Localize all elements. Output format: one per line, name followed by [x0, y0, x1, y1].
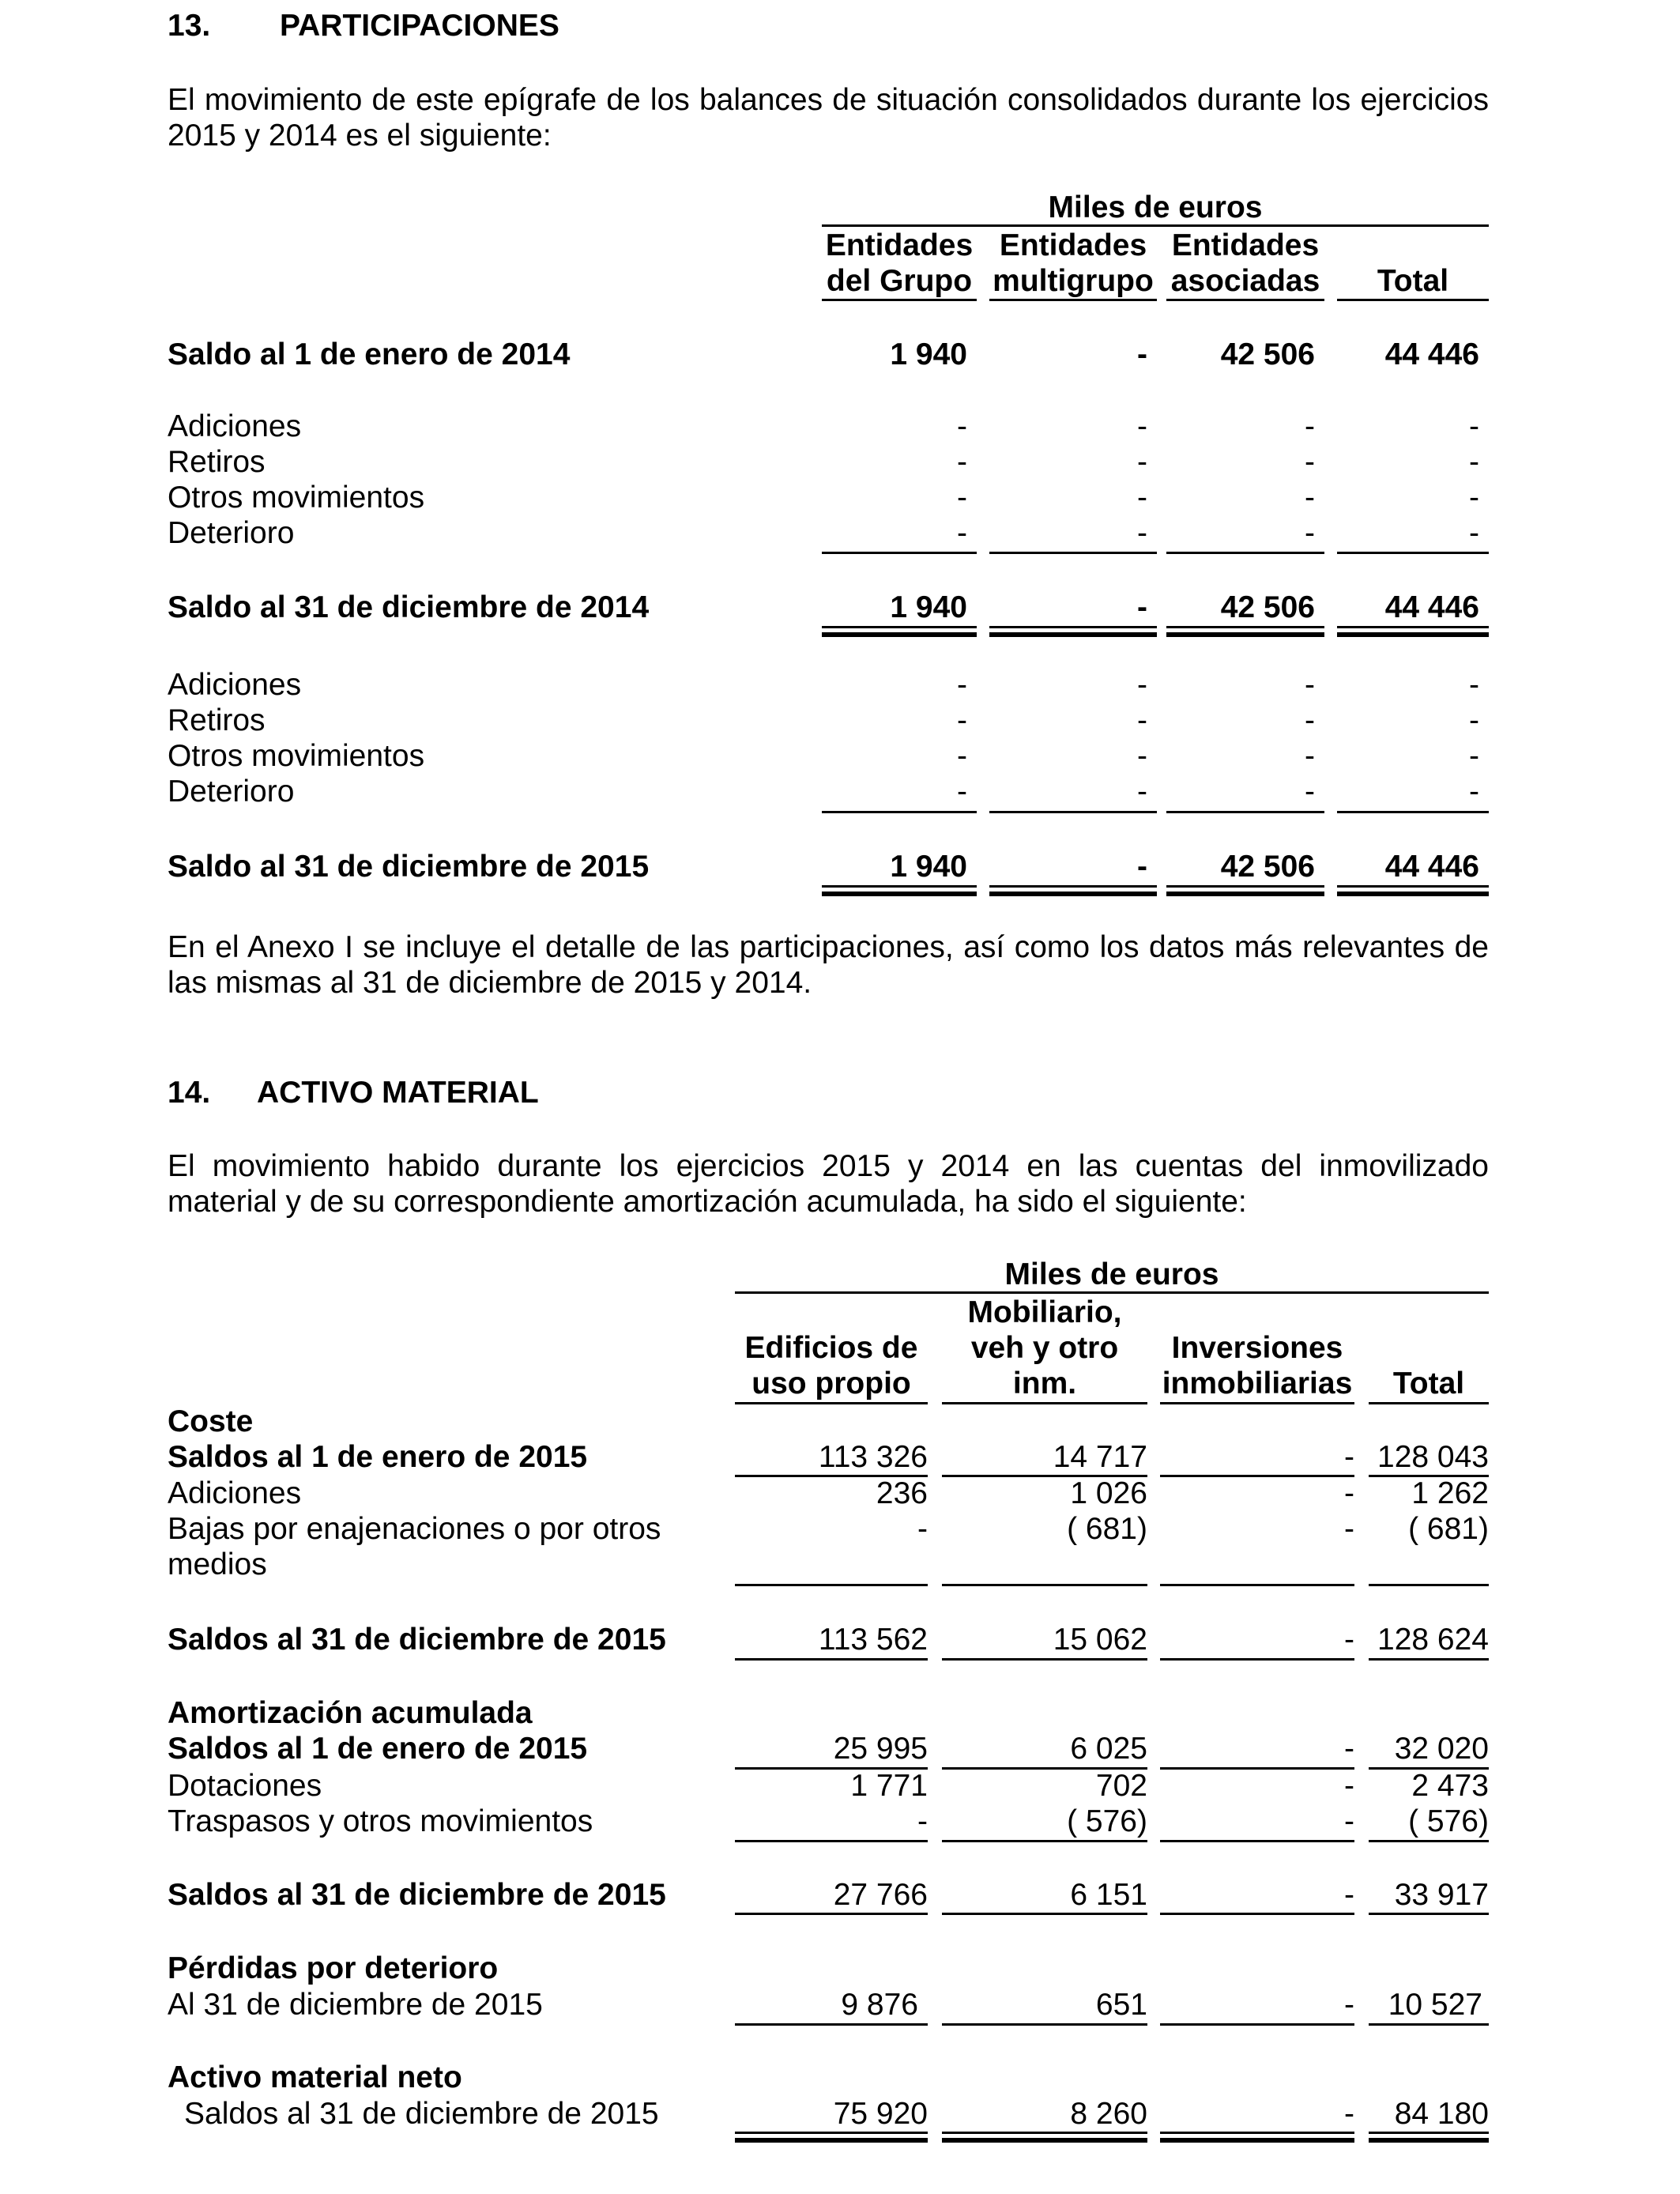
s14-cell: -	[917, 1804, 928, 1838]
s13-col-multigrupo	[989, 228, 1157, 299]
s13-total-double-rule	[1166, 892, 1324, 896]
section-14-number: 14.	[168, 1076, 211, 1110]
s13-cell: 44 446	[1384, 850, 1479, 884]
s13-cell: -	[1305, 481, 1315, 515]
s13-cell: -	[1305, 445, 1315, 479]
s13-row-label: Saldo al 31 de diciembre de 2015	[168, 850, 650, 884]
s13-cell: 42 506	[1220, 850, 1315, 884]
s13-cell: -	[1305, 775, 1315, 809]
s14-total-double-rule	[942, 2138, 1147, 2143]
section-14-title: ACTIVO MATERIAL	[257, 1076, 539, 1110]
s13-cell: -	[1137, 739, 1147, 773]
s14-row-label: Saldos al 1 de enero de 2015	[168, 1732, 588, 1766]
s14-cell: 128 624	[1377, 1623, 1489, 1657]
s14-header-rule	[735, 1402, 928, 1404]
s14-row-label: Traspasos y otros movimientos	[168, 1804, 593, 1838]
s13-col-grupo	[822, 228, 977, 299]
s14-cell: 15 062	[1053, 1623, 1147, 1657]
s13-subtotal-rule	[989, 552, 1157, 554]
s14-col-edificios-line1: Edificios de	[744, 1331, 918, 1365]
section-14-intro: El movimiento habido durante los ejercicios 2015 y 2014 en las cuentas del inmovilizado material y de su correspondiente amortización acumulada, ha sido el siguiente:	[168, 1149, 1489, 1219]
s13-row-label: Adiciones	[168, 409, 302, 443]
s13-unit-rule	[822, 224, 1489, 227]
s14-unit-rule	[735, 1291, 1489, 1294]
s14-cell: 702	[1095, 1769, 1147, 1803]
s14-cell: 113 326	[818, 1440, 928, 1474]
s14-rule	[1160, 1658, 1354, 1661]
s13-col-grupo-line2: del Grupo	[826, 264, 973, 298]
s14-cell: 1 262	[1411, 1476, 1489, 1510]
s14-row-label: Bajas por enajenaciones o por otros	[168, 1512, 661, 1546]
s14-col-inversiones-line1: Inversiones	[1171, 1331, 1343, 1365]
s13-cell: -	[957, 775, 967, 809]
s14-cell: -	[1344, 1769, 1354, 1803]
s14-row-label: Saldos al 1 de enero de 2015	[168, 1440, 588, 1474]
s14-cell: 32 020	[1394, 1732, 1489, 1766]
s13-row-label: Saldo al 31 de diciembre de 2014	[168, 590, 650, 624]
s13-cell: -	[1137, 409, 1147, 443]
s14-rule	[735, 1840, 928, 1842]
s14-rule	[735, 1913, 928, 1915]
s14-cell: ( 681)	[1408, 1512, 1489, 1546]
s13-total-top-rule	[1337, 626, 1489, 628]
s14-rule	[1160, 1584, 1354, 1586]
section-13-number: 13.	[168, 9, 211, 43]
s14-cell: -	[1344, 1732, 1354, 1766]
s13-cell: -	[1305, 516, 1315, 550]
s13-cell: 42 506	[1220, 590, 1315, 624]
s13-cell: -	[1137, 481, 1147, 515]
s13-cell: 1 940	[890, 590, 967, 624]
s13-total-double-rule	[989, 632, 1157, 637]
s14-col-total: Total	[1392, 1367, 1465, 1400]
s13-total-double-rule	[1337, 892, 1489, 896]
s14-cell: 8 260	[1070, 2097, 1147, 2131]
s13-cell: 44 446	[1384, 337, 1479, 371]
section-13-note: En el Anexo I se incluye el detalle de las participaciones, así como los datos más relevantes de las mismas al 31 de diciembre de 2015 y 2014.	[168, 930, 1489, 1000]
s14-col-edificios-line2: uso propio	[751, 1367, 911, 1400]
s13-cell: -	[1137, 850, 1147, 884]
s14-row-label: Saldos al 31 de diciembre de 2015	[168, 1878, 666, 1912]
s13-cell: -	[957, 481, 967, 515]
s13-total-double-rule	[1337, 632, 1489, 637]
s14-rule	[1369, 1840, 1489, 1842]
s14-cell: -	[1344, 1623, 1354, 1657]
s13-cell: -	[957, 516, 967, 550]
s14-row-label: Dotaciones	[168, 1769, 322, 1803]
s14-cell: 27 766	[833, 1878, 928, 1912]
s13-cell: -	[1469, 516, 1479, 550]
s14-col-mobiliario-line3: inm.	[1012, 1367, 1077, 1400]
s14-cell: 14 717	[1053, 1440, 1147, 1474]
s13-subtotal-rule	[1166, 552, 1324, 554]
s14-col-mobiliario	[942, 1295, 1147, 1401]
s14-cell: 10 527	[1388, 1988, 1482, 2022]
s14-rule	[1369, 2023, 1489, 2026]
s14-cell: -	[917, 1512, 928, 1546]
s14-header-rule	[1160, 1402, 1354, 1404]
s13-col-multigrupo-line2: multigrupo	[993, 264, 1154, 298]
s14-group-label-coste: Coste	[168, 1404, 254, 1438]
s14-col-mobiliario-line1: Mobiliario,	[967, 1295, 1122, 1329]
s13-total-top-rule	[989, 626, 1157, 628]
s13-cell: -	[957, 668, 967, 702]
s13-subtotal-rule	[1337, 811, 1489, 813]
s14-rule	[1160, 1840, 1354, 1842]
s14-total-top-rule	[1160, 2132, 1354, 2134]
s13-cell: -	[1137, 590, 1147, 624]
s14-cell: 1 026	[1070, 1476, 1147, 1510]
s14-cell: 84 180	[1394, 2097, 1489, 2131]
s13-header-rule-2	[989, 299, 1157, 301]
s13-cell: -	[1305, 668, 1315, 702]
s13-cell: -	[957, 703, 967, 737]
s14-rule	[735, 2023, 928, 2026]
s13-cell: -	[1469, 409, 1479, 443]
s13-col-asociadas-line1: Entidades	[1171, 228, 1320, 262]
s13-subtotal-rule	[822, 552, 977, 554]
s13-total-top-rule	[822, 626, 977, 628]
s14-row-label: Saldos al 31 de diciembre de 2015	[184, 2097, 659, 2131]
s13-cell: -	[1137, 516, 1147, 550]
s13-cell: -	[1469, 739, 1479, 773]
s13-total-top-rule	[989, 885, 1157, 888]
s14-cell: -	[1344, 1512, 1354, 1546]
s13-col-total: Total	[1377, 264, 1449, 298]
s14-cell: -	[1344, 1476, 1354, 1510]
s14-group-label-deterioro: Pérdidas por deterioro	[168, 1951, 499, 1985]
s14-total-double-rule	[1160, 2138, 1354, 2143]
s14-row-label-continued: medios	[168, 1547, 267, 1581]
s14-total-double-rule	[735, 2138, 928, 2143]
s13-cell: -	[1305, 739, 1315, 773]
s14-cell: 33 917	[1394, 1878, 1489, 1912]
s14-cell: 113 562	[818, 1623, 928, 1657]
s14-group-label-neto: Activo material neto	[168, 2060, 462, 2094]
s14-rule	[1160, 1913, 1354, 1915]
s13-total-top-rule	[1166, 885, 1324, 888]
s13-cell: -	[1469, 445, 1479, 479]
s14-row-label: Saldos al 31 de diciembre de 2015	[168, 1623, 666, 1657]
s14-cell: 25 995	[833, 1732, 928, 1766]
s13-cell: -	[1469, 668, 1479, 702]
s13-subtotal-rule	[989, 811, 1157, 813]
s13-cell: -	[1137, 337, 1147, 371]
s13-cell: -	[1469, 481, 1479, 515]
s14-cell: 128 043	[1377, 1440, 1489, 1474]
s13-subtotal-rule	[822, 811, 977, 813]
s14-cell: 6 151	[1070, 1878, 1147, 1912]
s13-row-label: Retiros	[168, 445, 266, 479]
s13-cell: -	[957, 739, 967, 773]
s13-subtotal-rule	[1337, 552, 1489, 554]
s14-rule	[1160, 2023, 1354, 2026]
s13-total-double-rule	[989, 892, 1157, 896]
s13-cell: 42 506	[1220, 337, 1315, 371]
s14-cell: 9 876	[841, 1988, 918, 2022]
s13-cell: -	[1305, 703, 1315, 737]
s14-cell: 75 920	[833, 2097, 928, 2131]
s13-total-double-rule	[822, 632, 977, 637]
s13-cell: -	[1137, 445, 1147, 479]
s13-cell: -	[1469, 775, 1479, 809]
s13-col-asociadas	[1166, 228, 1324, 299]
s13-row-label: Deterioro	[168, 516, 295, 550]
s13-unit-header: Miles de euros	[1048, 190, 1263, 224]
s14-total-top-rule	[1369, 2132, 1489, 2134]
s14-rule	[1369, 1584, 1489, 1586]
s13-total-top-rule	[822, 885, 977, 888]
s14-row-label: Al 31 de diciembre de 2015	[168, 1988, 543, 2022]
s14-total-top-rule	[942, 2132, 1147, 2134]
s14-col-inversiones	[1160, 1330, 1354, 1401]
section-13-intro: El movimiento de este epígrafe de los balances de situación consolidados durante los ejercicios 2015 y 2014 es el siguiente:	[168, 83, 1489, 153]
s13-cell: -	[1137, 668, 1147, 702]
s14-cell: -	[1344, 1804, 1354, 1838]
s14-rule	[735, 1658, 928, 1661]
s13-col-multigrupo-line1: Entidades	[999, 228, 1147, 262]
s14-group-label-amortizacion: Amortización acumulada	[168, 1696, 533, 1730]
s14-cell: -	[1344, 1878, 1354, 1912]
s14-cell: 236	[876, 1476, 928, 1510]
s14-rule	[942, 1584, 1147, 1586]
s13-cell: 44 446	[1384, 590, 1479, 624]
s13-cell: -	[1137, 703, 1147, 737]
s14-header-rule	[1369, 1402, 1489, 1404]
s13-header-rule-1	[822, 299, 977, 301]
s13-cell: -	[1305, 409, 1315, 443]
s13-cell: -	[1137, 775, 1147, 809]
s14-cell: 2 473	[1411, 1769, 1489, 1803]
s14-col-edificios	[735, 1330, 928, 1401]
s14-unit-header: Miles de euros	[1004, 1257, 1219, 1291]
s14-col-inversiones-line2: inmobiliarias	[1162, 1367, 1353, 1400]
s14-total-top-rule	[735, 2132, 928, 2134]
s14-cell: ( 576)	[1408, 1804, 1489, 1838]
s14-rule	[942, 1658, 1147, 1661]
s14-rule	[942, 2023, 1147, 2026]
s14-cell: ( 681)	[1067, 1512, 1147, 1546]
s13-cell: -	[957, 445, 967, 479]
s13-col-asociadas-line2: asociadas	[1170, 264, 1320, 298]
s14-cell: -	[1344, 1440, 1354, 1474]
s13-subtotal-rule	[1166, 811, 1324, 813]
s13-row-label: Retiros	[168, 703, 266, 737]
s13-row-label: Otros movimientos	[168, 481, 425, 515]
s14-cell: -	[1344, 2097, 1354, 2131]
section-13-title: PARTICIPACIONES	[280, 9, 559, 43]
s13-cell: 1 940	[890, 850, 967, 884]
s13-cell: -	[957, 409, 967, 443]
s13-total-double-rule	[1166, 632, 1324, 637]
s13-row-label: Otros movimientos	[168, 739, 425, 773]
s13-col-grupo-line1: Entidades	[825, 228, 974, 262]
s13-row-label: Saldo al 1 de enero de 2014	[168, 337, 571, 371]
s14-rule	[1369, 1658, 1489, 1661]
s13-cell: -	[1469, 703, 1479, 737]
s14-rule	[942, 1840, 1147, 1842]
s14-row-label: Adiciones	[168, 1476, 302, 1510]
s14-rule	[942, 1913, 1147, 1915]
s14-cell: -	[1344, 1988, 1354, 2022]
s14-cell: 1 771	[850, 1769, 928, 1803]
s13-total-top-rule	[1166, 626, 1324, 628]
s13-row-label: Deterioro	[168, 775, 295, 809]
s14-rule	[1369, 1913, 1489, 1915]
s14-cell: 651	[1095, 1988, 1147, 2022]
s13-total-double-rule	[822, 892, 977, 896]
s14-rule	[735, 1584, 928, 1586]
s13-cell: 1 940	[890, 337, 967, 371]
s14-cell: 6 025	[1070, 1732, 1147, 1766]
s13-total-top-rule	[1337, 885, 1489, 888]
s14-cell: ( 576)	[1067, 1804, 1147, 1838]
s14-col-mobiliario-line2: veh y otro	[970, 1331, 1119, 1365]
s14-total-double-rule	[1369, 2138, 1489, 2143]
s13-row-label: Adiciones	[168, 668, 302, 702]
s14-header-rule	[942, 1402, 1147, 1404]
s13-header-rule-4	[1337, 299, 1489, 301]
s13-header-rule-3	[1166, 299, 1324, 301]
